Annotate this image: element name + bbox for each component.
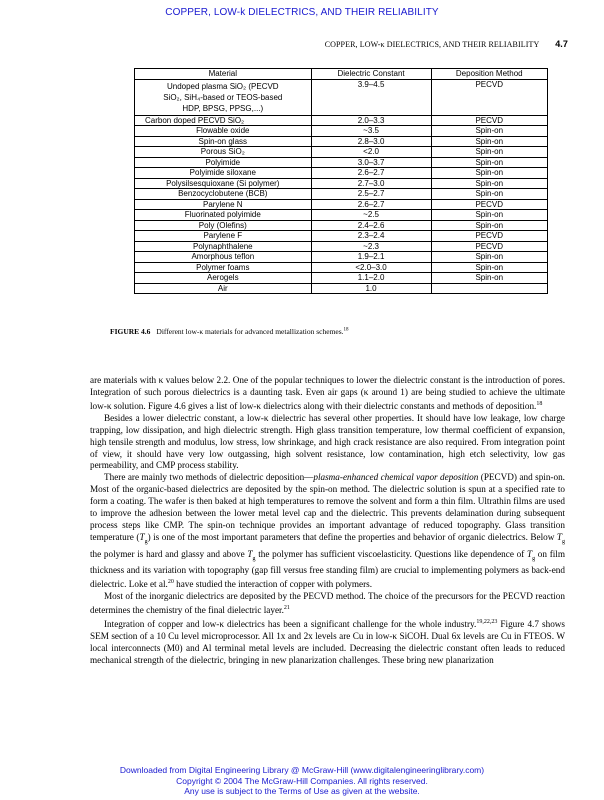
table-cell-material: Benzocyclobutene (BCB) [135, 189, 312, 200]
table-row [135, 79, 548, 115]
table-row [135, 126, 548, 137]
table-cell-material: Polyimide [135, 157, 312, 168]
table-row [135, 262, 548, 273]
column-header-deposition-method: Deposition Method [431, 69, 547, 80]
material-line: Undoped plasma SiO₂ (PECVD [166, 81, 279, 91]
footer-line-terms[interactable]: Any use is subject to the Terms of Use as given at the website. [184, 786, 420, 796]
table-cell-material: Carbon doped PECVD SiO₂ [135, 115, 312, 126]
table-row [135, 178, 548, 189]
table-cell-method: PECVD [431, 231, 547, 242]
table-cell-method: Spin-on [431, 157, 547, 168]
table-cell-method: PECVD [431, 115, 547, 126]
table-row [135, 199, 548, 210]
table-cell-constant: 1.9–2.1 [311, 252, 431, 263]
paragraph-text: on film thickness and its variation with topography (gap fill versus free standing film) are crucial to implementing polymers as back-end dielectric. Loke et al. [90, 548, 566, 590]
paragraph-text: have studied the interaction of copper with polymers. [173, 579, 373, 590]
table-cell-method: PECVD [431, 79, 547, 115]
table-cell-constant: <2.0–3.0 [311, 262, 431, 273]
column-header-material: Material [135, 69, 312, 80]
material-line: SiO₂, SiH₄-based or TEOS-based [163, 92, 283, 102]
footer-line-copyright: Copyright © 2004 The McGraw-Hill Companies. All rights reserved. [176, 775, 428, 786]
paragraph-text: the polymer is hard and glassy and above [90, 548, 248, 559]
table-cell-material: Aerogels [135, 273, 312, 284]
table-cell-constant: 2.4–2.6 [311, 220, 431, 231]
table-cell-material: Poly (Olefins) [135, 220, 312, 231]
tg-subscript: g [252, 555, 256, 562]
table-cell-constant: 3.0–3.7 [311, 157, 431, 168]
low-k-materials-table [134, 68, 548, 294]
download-footer [0, 765, 604, 797]
table-cell-material: Parylene F [135, 231, 312, 242]
table-cell-method: PECVD [431, 199, 547, 210]
running-head [325, 39, 568, 49]
body-text [90, 375, 565, 667]
table-cell-method: Spin-on [431, 147, 547, 158]
page-number: 4.7 [555, 39, 568, 49]
table-row [135, 231, 548, 242]
table-cell-constant: ~2.3 [311, 241, 431, 252]
material-line: HDP, BPSG, PPSG,...) [182, 103, 264, 113]
table-cell-method [431, 283, 547, 294]
citation: 19,22,23 [476, 619, 498, 626]
paragraph-text: Most of the inorganic dielectrics are deposited by the PECVD method. The choice of the precursors for the PECVD reaction determines the chemistry of the final dielectric layer. [90, 591, 565, 616]
tg-subscript: g [562, 538, 565, 545]
table-row [135, 283, 548, 294]
figure-label: FIGURE 4.6 [110, 327, 151, 336]
paragraph-text: There are mainly two methods of dielectric deposition— [104, 472, 314, 483]
paragraph-text: ) is one of the most important parameters that define the properties and behavior of organic dielectrics. Below [147, 531, 557, 542]
tg-subscript: g [144, 538, 148, 545]
paragraph [90, 472, 565, 591]
caption-text: Different low-κ materials for advanced metallization schemes. [156, 327, 344, 336]
tg-symbol: T [526, 548, 533, 559]
caption-reference: 18 [343, 327, 349, 333]
table-cell-material: Polyimide siloxane [135, 168, 312, 179]
paragraph [90, 375, 565, 413]
table-cell-method: Spin-on [431, 168, 547, 179]
column-header-dielectric-constant: Dielectric Constant [311, 69, 431, 80]
table-cell-constant: 1.0 [311, 283, 431, 294]
table-cell-constant: 2.8–3.0 [311, 136, 431, 147]
tg-subscript: g [532, 555, 536, 562]
table-cell-method: Spin-on [431, 262, 547, 273]
table-row [135, 220, 548, 231]
table-cell-method: Spin-on [431, 220, 547, 231]
table-cell-material: Polynaphthalene [135, 241, 312, 252]
table-row [135, 210, 548, 221]
table-row [135, 189, 548, 200]
table-cell-constant: 2.6–2.7 [311, 168, 431, 179]
table-cell-material: Spin-on glass [135, 136, 312, 147]
table-row [135, 168, 548, 179]
paragraph-text: are materials with κ values below 2.2. One of the popular techniques to lower the dielectric constant is the introduction of pores. Integration of such porous dielectrics is a daunting task. Even air gaps (κ around 1) are being studied to achieve the ultimate low-κ solution. Figure 4.6 gives a list of low-κ dielectrics along with their dielectric constants and methods of deposition. [90, 375, 565, 411]
table-cell-constant: 2.5–2.7 [311, 189, 431, 200]
table-cell-constant: ~2.5 [311, 210, 431, 221]
paragraph-text: Figure 4.7 shows SEM section of a 10 Cu level microprocessor. All 1x and 2x levels are Cu in low-κ SiCOH. Dual 6x levels are Cu in FTEOS. W local interconnects (M0) and Al terminal metal levels are included. Decreasing the dielectric constant often leads to reduced mechanical strength of the dielectric, bringing in new planarization challenges. These bring new planarization [90, 619, 565, 665]
table-cell-material: Fluorinated polyimide [135, 210, 312, 221]
emphasis-text: plasma-enhanced chemical vapor deposition [313, 472, 479, 483]
running-head-title: COPPER, LOW-κ DIELECTRICS, AND THEIR RELIABILITY [324, 40, 540, 49]
table-row [135, 252, 548, 263]
table-cell-material [135, 79, 312, 115]
table-cell-method: Spin-on [431, 136, 547, 147]
table-cell-constant: ~3.5 [311, 126, 431, 137]
paragraph: Besides a lower dielectric constant, a low-κ dielectric has several other properties. It should have low leakage, low charge trapping, low dissipation, and high dielectric strength. High glass transition temperature, low thermal coefficient of expansion, high tensile strength and modulus, low stress, low shrinkage, and high crack resistance are also required. From integration point of view, it should have very low outgassing, high solvent resistance, low contamination, high etch selectivity, low gas permeability, and CMP process stability. [90, 412, 565, 471]
tg-symbol: T [556, 531, 562, 542]
table-cell-constant: 2.6–2.7 [311, 199, 431, 210]
table-cell-method: Spin-on [431, 273, 547, 284]
table-cell-constant: 1.1–2.0 [311, 273, 431, 284]
footer-line-download[interactable]: Downloaded from Digital Engineering Library @ McGraw-Hill (www.digitalengineeringlibrary.com) [119, 765, 485, 775]
table-cell-constant: 3.9–4.5 [311, 79, 431, 115]
table-cell-method: Spin-on [431, 252, 547, 263]
table-cell-method: Spin-on [431, 178, 547, 189]
table-cell-method: Spin-on [431, 189, 547, 200]
paragraph [90, 591, 565, 617]
paragraph-text: (PECVD) and spin-on. Most of the organic-based dielectrics are deposited by the spin-on method. The dielectric solution is spun at a specified rate to form a coating. The wafer is then baked at high temperatures to remove the solvent and form a thin film. Ultrathin films are used to improve the adhesion between the lower metal level cap and the dielectric. This prevents delamination during subsequent process steps like CMP. The spin-on technique provides an important advantage of reduced topography. Glass transition temperature ( [90, 472, 565, 542]
table-cell-material: Polymer foams [135, 262, 312, 273]
table-cell-method: PECVD [431, 241, 547, 252]
table-cell-method: Spin-on [431, 126, 547, 137]
table-cell-constant: <2.0 [311, 147, 431, 158]
citation: 21 [283, 605, 290, 612]
table-cell-constant: 2.7–3.0 [311, 178, 431, 189]
table-row [135, 136, 548, 147]
table-row [135, 273, 548, 284]
table-cell-material: Porous SiO₂ [135, 147, 312, 158]
table-cell-material: Flowable oxide [135, 126, 312, 137]
table-cell-material: Amorphous teflon [135, 252, 312, 263]
table-row [135, 241, 548, 252]
table-cell-constant: 2.0–3.3 [311, 115, 431, 126]
paragraph-text: Integration of copper and low-κ dielectrics has been a significant challenge for the whole industry. [104, 619, 477, 630]
citation: 18 [536, 400, 543, 407]
table-cell-material: Polysilsesquioxane (Si polymer) [135, 178, 312, 189]
table-cell-material: Parylene N [135, 199, 312, 210]
tg-symbol: T [139, 531, 145, 542]
table-header-row [135, 69, 548, 80]
table-cell-material: Air [135, 283, 312, 294]
table-row [135, 157, 548, 168]
table-cell-method: Spin-on [431, 210, 547, 221]
paragraph [90, 617, 565, 667]
table-cell-constant: 2.3–2.4 [311, 231, 431, 242]
top-banner-title: COPPER, LOW-k DIELECTRICS, AND THEIR RELIABILITY [165, 7, 439, 18]
table-row [135, 147, 548, 158]
citation: 20 [167, 579, 174, 586]
table-row [135, 115, 548, 126]
tg-symbol: T [247, 548, 253, 559]
table-body [135, 79, 548, 294]
figure-caption [110, 327, 349, 336]
paragraph-text: the polymer has sufficient viscoelasticity. Questions like dependence of [255, 548, 527, 559]
